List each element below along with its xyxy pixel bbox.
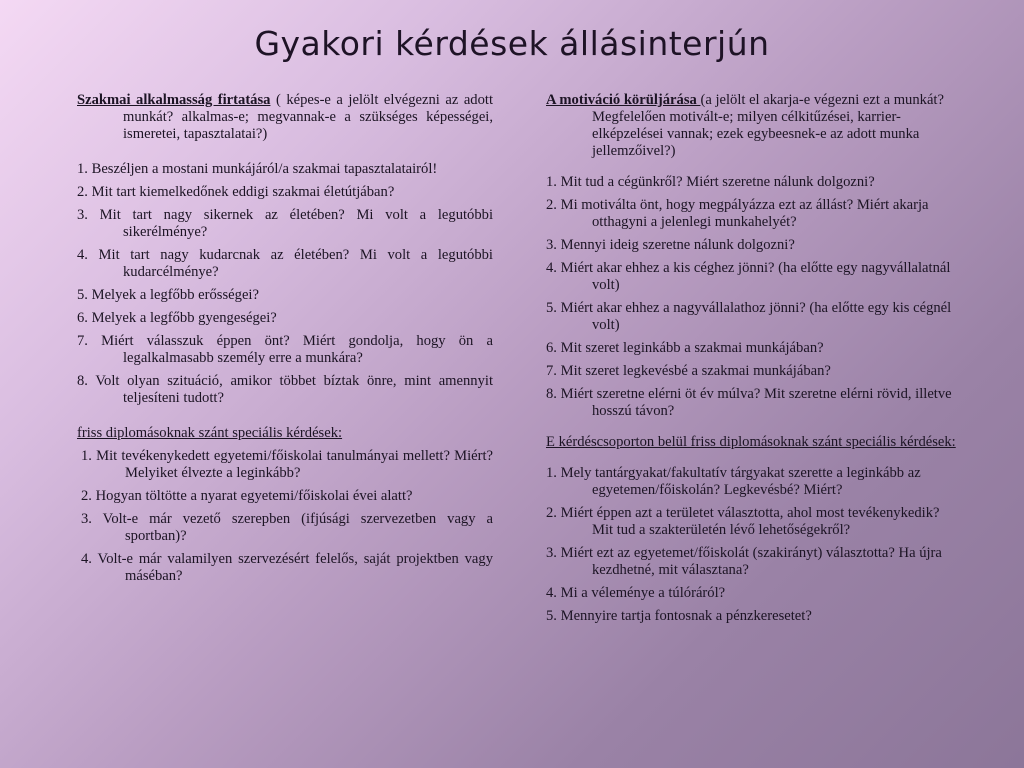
left-question: 2. Mit tart kiemelkedőnek eddigi szakmai életútjában?: [77, 184, 395, 200]
right-intro-text: (a jelölt el akarja-e végezni ezt a munkát? Megfelelően motivált-e; milyen célkitűzései, karrier-elképzelései vannak; ezek egybeesnek-e az adott munka jellemzőivel?): [592, 92, 944, 159]
right-question: 1. Mit tud a cégünkről? Miért szeretne nálunk dolgozni?: [546, 174, 875, 190]
right-question: 6. Mit szeret leginkább a szakmai munkájában?: [546, 340, 824, 356]
right-grad-question: 4. Mi a véleménye a túlóráról?: [546, 585, 726, 601]
left-question: 6. Melyek a legfőbb gyengeségei?: [77, 310, 277, 326]
left-question: 3. Mit tart nagy sikernek az életében? Mi volt a legutóbbi sikerélménye?: [77, 207, 493, 240]
right-question: 5. Miért akar ehhez a nagyvállalathoz jönni? (ha előtte egy kis cégnél volt): [546, 300, 952, 333]
left-question: 4. Mit tart nagy kudarcnak az életében? Mi volt a legutóbbi kudarcélménye?: [77, 247, 493, 280]
right-question: 8. Miért szeretne elérni öt év múlva? Mit szeretne elérni rövid, illetve hosszú távon?: [546, 386, 952, 419]
right-question: 7. Mit szeret legkevésbé a szakmai munkájában?: [546, 363, 831, 379]
right-grad-question: 3. Miért ezt az egyetemet/főiskolát (szakirányt) választotta? Ha újra kezdhetné, mit választana?: [546, 545, 942, 578]
right-question: 3. Mennyi ideig szeretne nálunk dolgozni?: [546, 237, 795, 253]
left-question: 5. Melyek a legfőbb erősségei?: [77, 287, 259, 303]
right-grad-question: 5. Mennyire tartja fontosnak a pénzkeresetet?: [546, 608, 812, 624]
right-grad-heading: E kérdéscsoporton belül friss diplomásoknak szánt speciális kérdések:: [546, 434, 956, 450]
right-grad-question: 2. Miért éppen azt a területet választotta, ahol most tevékenykedik? Mit tud a szakterületén lévő lehetőségekről?: [546, 505, 940, 538]
left-intro-heading: Szakmai alkalmasság firtatása: [77, 92, 271, 108]
left-grad-question: 1. Mit tevékenykedett egyetemi/főiskolai tanulmányai mellett? Miért? Melyiket élvezte a leginkább?: [81, 448, 493, 481]
left-question: 1. Beszéljen a mostani munkájáról/a szakmai tapasztalatairól!: [77, 161, 438, 177]
right-intro: [546, 92, 962, 160]
left-intro: [77, 92, 493, 143]
left-column: [77, 92, 493, 591]
left-question: 7. Miért válasszuk éppen önt? Miért gondolja, hogy ön a legalkalmasabb személy erre a munkára?: [77, 333, 493, 366]
slide-title: Gyakori kérdések állásinterjún: [254, 24, 770, 63]
left-question: 8. Volt olyan szituáció, amikor többet bíztak önre, mint amennyit teljesíteni tudott?: [77, 373, 493, 406]
left-grad-question: 2. Hogyan töltötte a nyarat egyetemi/főiskolai évei alatt?: [81, 488, 413, 504]
right-question: 2. Mi motiválta önt, hogy megpályázza ezt az állást? Miért akarja otthagyni a jelenlegi munkahelyét?: [546, 197, 929, 230]
left-intro-text: ( képes-e a jelölt elvégezni az adott munkát? alkalmas-e; megvannak-e a szükséges képességei, ismeretei, tapasztalatai?): [123, 92, 493, 142]
left-grad-heading: friss diplomásoknak szánt speciális kérdések:: [77, 425, 343, 441]
right-grad-question: 1. Mely tantárgyakat/fakultatív tárgyakat szerette a leginkább az egyetemen/főiskolán? Legkevésbé? Miért?: [546, 465, 921, 498]
right-column: [546, 92, 962, 631]
left-grad-question: 3. Volt-e már vezető szerepben (ifjúsági szervezetben vagy a sportban)?: [81, 511, 493, 544]
right-intro-heading: A motiváció körüljárása: [546, 92, 701, 108]
left-grad-question: 4. Volt-e már valamilyen szervezésért felelős, saját projektben vagy máséban?: [81, 551, 493, 584]
right-question: 4. Miért akar ehhez a kis céghez jönni? (ha előtte egy nagyvállalatnál volt): [546, 260, 951, 293]
